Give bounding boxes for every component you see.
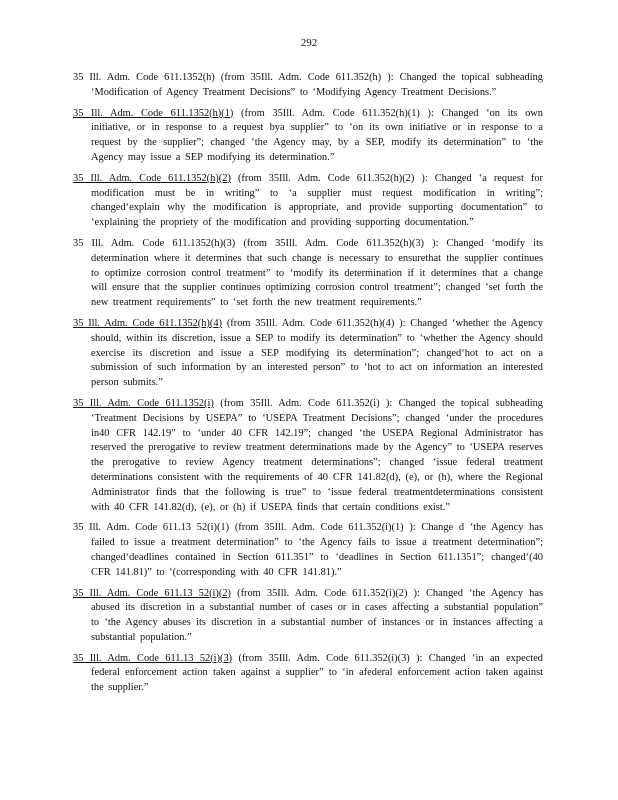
page-number: 292 [300, 37, 318, 49]
amendment-entry [73, 237, 543, 311]
amendment-entries [73, 71, 543, 702]
section-citation: 35 Ill. Adm. Code 611.1352(i) [73, 397, 214, 409]
change-description: (from 35Ill. Adm. Code 611.352(h)(4) ): Changed ‘whether the Agency should, within its discretion, issue a SEP to modify its determination” to ‘whether the Agency should exercise its discretion and issue a SEP modifying its determination”; changed‘hot to act on a submission of such information by an interested person” to ‘hot to act on information an interested person submits.” [91, 317, 543, 389]
change-description: (from 35Ill. Adm. Code 611.352(i)(3) ): Changed ‘in an expected federal enforcement action taken against a supplier” to ‘in afederal enforcement action taken against the supplier.” [91, 652, 543, 694]
amendment-entry [73, 172, 543, 231]
change-description: (from 35Ill. Adm. Code 611.352(i)(1) ): Change d ‘the Agency has failed to issue a treatment determination” to ‘the Agency fails to issue a treatment determination”; changed‘deadlines contained in Section 611.351” to ‘deadlines in Section 611.1351”; changed‘(40 CFR 141.81)” to ‘(corresponding with 40 CFR 141.81).” [91, 522, 544, 578]
change-description: (from 35Ill. Adm. Code 611.352(i) ): Changed the topical subheading ‘Treatment Decisions by USEPA” to ‘USEPA Treatment Decisions”; changed ‘under the procedures in40 CFR 142.19” to ‘under 40 CFR 142.19”; changed ‘the USEPA Regional Administrator has reserved the prerogative to review treatment determinations made by the Agency” to ‘USEPA reserves the prerogative to review Agency treatment determinations”; changed ‘issue federal treatment determinations consistent with the requirements of 40 CFR 141.82(d), (e), or (h), where the Regional Administrator finds that the following is true” to ‘issue federal treatmentdeterminations consistent with 40 CFR 141.82(d), (e), or (h) if USEPA finds that certain conditions exist.” [91, 397, 543, 513]
change-description: (from 35Ill. Adm. Code 611.352(h)(1) ): Changed ‘on its own initiative, or in response to a request bya supplier” to ‘on its own initiative or in response to a request by the supplier”; changed ‘the Agency may, by a SEP, modify its determination” to ‘the Agency may issue a SEP modifying its determination.” [91, 107, 543, 163]
section-citation: 35 Ill. Adm. Code 611.13 52(i)(1) [73, 522, 230, 534]
amendment-entry [73, 397, 543, 515]
section-citation: 35 Ill. Adm. Code 611.1352(h)(1) [73, 107, 234, 119]
amendment-entry [73, 652, 543, 696]
amendment-entry [73, 521, 543, 580]
amendment-entry [73, 107, 543, 166]
section-citation: 35 Ill. Adm. Code 611.1352(h)(2) [73, 172, 231, 184]
amendment-entry [73, 71, 543, 101]
section-citation: 35 Ill. Adm. Code 611.1352(h) [73, 72, 215, 83]
section-citation: 35 Ill. Adm. Code 611.1352(h)(3) [73, 237, 236, 249]
change-description: (from 35Ill. Adm. Code 611.352(h)(3) ): Changed ‘modify its determination where it determines that such change is necessary to ensurethat the supplier continues to optimize corrosion control treatment” to ‘modify its determination if it determines that a change will ensure that the supplier continues optimizing corrosion control treatment”; changed ‘set forth the new treatment requirements” to ‘set forth the new treatment requirements.” [91, 237, 544, 309]
amendment-entry [73, 317, 543, 391]
section-citation: 35 Ill. Adm. Code 611.13 52(i)(3) [73, 652, 233, 664]
change-description: (from 35Ill. Adm. Code 611.352(h) ): Changed the topical subheading ‘Modification of Agency Treatment Decisions” to ‘Modifying Agency Treatment Decisions.” [91, 72, 544, 98]
amendment-entry [73, 587, 543, 646]
section-citation: 35 Ill. Adm. Code 611.13 52(i)(2) [73, 587, 231, 599]
change-description: (from 35Ill. Adm. Code 611.352(i)(2) ): Changed ‘the Agency has abused its discretion in a substantial number of cases or in cases affecting a substantial population” to ‘the Agency abuses its discretion in a substantial number of instances or in instances affecting a substantial population.” [91, 587, 544, 643]
section-citation: 35 Ill. Adm. Code 611.1352(h)(4) [73, 317, 223, 329]
change-description: (from 35Ill. Adm. Code 611.352(h)(2) ): Changed ‘a request for modification must be in writing” to ‘a supplier must request modification in writing”; changed‘explain why the modification is appropriate, and provide supporting documentation” to ‘explaining the propriety of the modification and providing supporting documentation.” [91, 172, 543, 229]
